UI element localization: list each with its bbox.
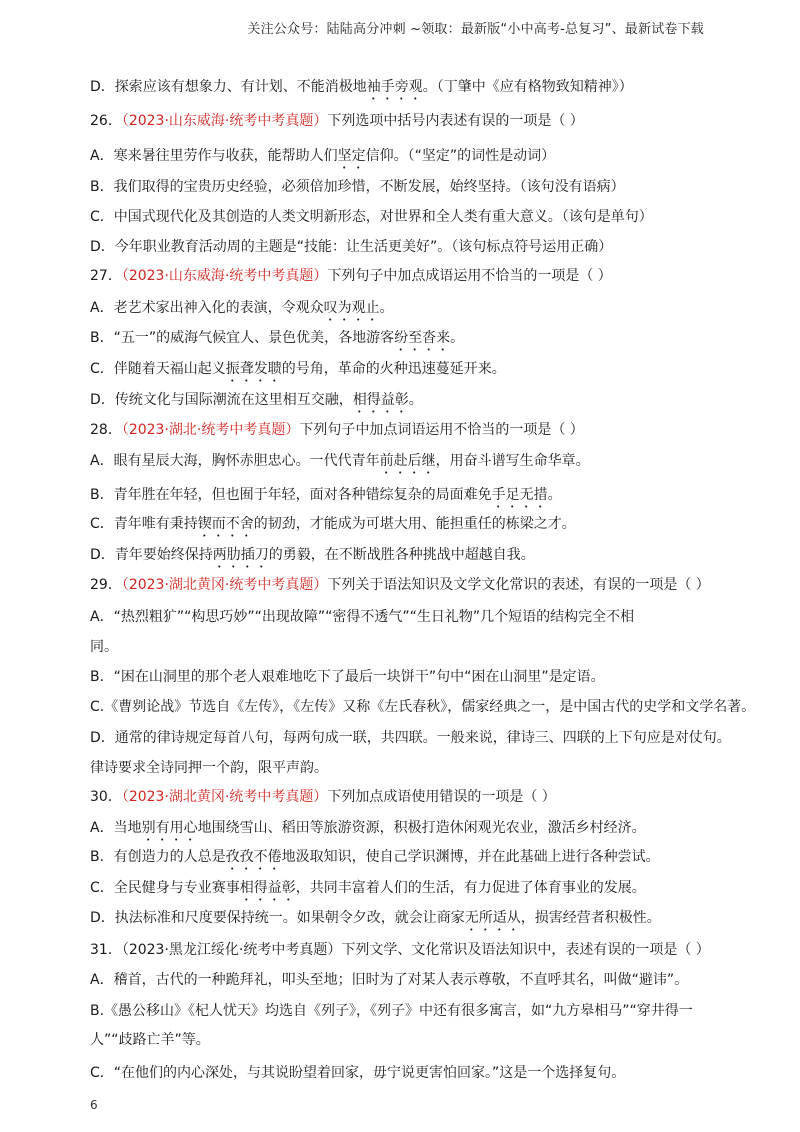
dotted-phrase: 无所适从: [464, 910, 521, 926]
line-text: 31．（2023·黑龙江绥化·统考中考真题）下列文学、文化常识及语法知识中，表述有误的一项是（ ）: [90, 942, 710, 958]
line-text: D．通常的律诗规定每首八句，每两句成一联，共四联。一般来说，律诗三、四联的上下句应是对仗句。: [90, 730, 731, 746]
text-line: [90, 728, 731, 748]
line-text: C．伴随着天福山起义: [90, 361, 226, 377]
dotted-phrase: 振聋发聩: [225, 361, 282, 377]
line-text: 地汲取知识，使自己学识渊博，并在此基础上进行各种尝试。: [281, 849, 660, 865]
line-text: 人”“歧路亡羊”等。: [90, 1032, 210, 1048]
dotted-phrase: 坚定: [337, 148, 366, 164]
line-text: 信仰。（“坚定”的词性是动词）: [365, 148, 556, 164]
dotted-phrase: 袖手旁观: [366, 79, 423, 95]
line-text: 的韧劲，才能成为可堪大用、能担重任的栋梁之才。: [253, 516, 576, 532]
text-line: [90, 514, 720, 540]
text-line: [90, 328, 720, 354]
line-text: A．“热烈粗犷”“构思巧妙”“出现故障”“密得不透气”“生日礼物”几个短语的结构完全不相: [90, 609, 635, 625]
line-text: 下列加点成语使用错误的一项是（ ）: [327, 789, 556, 805]
line-text: 下列句子中加点词语运用不恰当的一项是（ ）: [299, 422, 584, 438]
line-text: D．传统文化与国际潮流在这里相互交融，: [90, 392, 353, 408]
text-line: [90, 1001, 720, 1021]
dotted-phrase: 孜孜不倦: [225, 849, 282, 865]
dotted-phrase: 别有用心: [141, 820, 198, 836]
text-line: [90, 359, 720, 385]
text-line: [90, 451, 720, 477]
line-text: D．青年要始终保持: [90, 547, 213, 563]
line-text: 。: [379, 300, 394, 316]
question-source: （2023·山东威海·统考中考真题）: [121, 113, 328, 129]
line-text: 同。: [90, 639, 118, 655]
line-text: C．“在他们的内心深处，与其说盼望着回家，毋宁说更害怕回家。”这是一个选择复句。: [90, 1065, 626, 1081]
text-line: [90, 390, 720, 416]
line-text: D．今年职业教育活动周的主题是“技能：让生活更美好”。（该句标点符号运用正确）: [90, 239, 613, 255]
line-text: 的勇毅，在不断战胜各种挑战中超越自我。: [268, 547, 535, 563]
line-text: C．全民健身与专业赛事: [90, 880, 240, 896]
text-line: [90, 847, 720, 873]
question-source: （2023·湖北黄冈·统考中考真题）: [121, 789, 328, 805]
text-line: [90, 177, 720, 197]
line-text: A．寒来暑往里劳作与收获，能帮助人们: [90, 148, 338, 164]
line-text: 下列关于语法知识及文学文化常识的表述，有误的一项是（ ）: [327, 577, 710, 593]
page-header: 关注公众号：陆陆高分冲刺 ~领取：最新版“小中高考-总复习”、最新试卷下载: [247, 22, 704, 37]
line-text: B．有创造力的人总是: [90, 849, 226, 865]
line-text: 的号角，革命的火种迅速蔓延开来。: [281, 361, 506, 377]
dotted-phrase: 相得益彰: [352, 392, 409, 408]
line-text: A．稽首，古代的一种跪拜礼，叩头至地；旧时为了对某人表示尊敬，不直呼其名，叫做“避讳”。: [90, 972, 689, 988]
line-text: 。: [450, 330, 465, 346]
line-text: B．青年胜在年轻，但也囿于年轻，面对各种错综复杂的局面难免: [90, 487, 492, 503]
line-text: D．探索应该有想象力、有计划、不能消极地: [90, 79, 367, 95]
text-line: [90, 758, 720, 778]
question-source: （2023·湖北黄冈·统考中考真题）: [121, 577, 328, 593]
text-line: [90, 908, 720, 934]
text-line: [90, 1030, 720, 1050]
text-line: [90, 1063, 720, 1083]
text-line: [90, 237, 720, 257]
line-text: 30．: [90, 789, 122, 805]
page-number: 6: [90, 1098, 98, 1112]
dotted-phrase: 锲而不舍: [197, 516, 254, 532]
dotted-phrase: 叹为观止: [323, 300, 380, 316]
text-line: [90, 207, 720, 227]
text-line: [90, 970, 720, 990]
text-line: [90, 266, 720, 286]
dotted-phrase: 手足无措: [491, 487, 548, 503]
line-text: ，损害经营者积极性。: [520, 910, 661, 926]
line-text: 27．: [90, 268, 122, 284]
line-text: A．当地: [90, 820, 142, 836]
text-line: [90, 575, 720, 595]
text-line: [90, 637, 720, 657]
question-source: （2023·山东威海·统考中考真题）: [121, 268, 328, 284]
dotted-phrase: 前赴后继: [379, 453, 436, 469]
text-line: [90, 607, 720, 627]
line-text: 26．: [90, 113, 122, 129]
line-text: 。: [547, 487, 562, 503]
text-line: [90, 697, 756, 717]
line-text: C．青年唯有秉持: [90, 516, 198, 532]
line-text: B.《愚公移山》《杞人忧天》均选自《列子》，《列子》中还有很多寓言，如“九方皋相马”“穿井得一: [90, 1003, 693, 1019]
line-text: 。: [408, 392, 423, 408]
text-line: [90, 787, 720, 807]
line-text: 下列选项中括号内表述有误的一项是（ ）: [327, 113, 584, 129]
text-line: [90, 111, 720, 131]
line-text: B．我们取得的宝贵历史经验，必须倍加珍惜，不断发展，始终坚持。（该句没有语病）: [90, 179, 625, 195]
text-line: [90, 545, 720, 571]
dotted-phrase: 纷至沓来: [394, 330, 451, 346]
text-line: [90, 146, 720, 172]
line-text: A．眼有星辰大海，胸怀赤胆忠心。一代代青年: [90, 453, 380, 469]
line-text: ，用奋斗谱写生命华章。: [435, 453, 590, 469]
line-text: A．老艺术家出神入化的表演，令观众: [90, 300, 324, 316]
line-text: D．执法标准和尺度要保持统一。如果朝令夕改，就会让商家: [90, 910, 465, 926]
text-line: [90, 818, 720, 844]
dotted-phrase: 相得益彰: [239, 880, 296, 896]
line-text: B．“五一”的威海气候宜人、景色优美，各地游客: [90, 330, 395, 346]
question-source: （2023·湖北·统考中考真题）: [121, 422, 300, 438]
text-line: [90, 940, 720, 960]
text-line: [90, 878, 720, 904]
line-text: 地围绕雪山、稻田等旅游资源，积极打造休闲观光农业，激活乡村经济。: [197, 820, 646, 836]
line-text: 律诗要求全诗同押一个韵，限平声韵。: [90, 760, 328, 776]
line-text: 下列句子中加点成语运用不恰当的一项是（ ）: [327, 268, 612, 284]
text-line: [90, 485, 720, 511]
text-line: [90, 298, 720, 324]
line-text: 28．: [90, 422, 122, 438]
line-text: 。（丁肇中《应有格物致知精神》）: [422, 79, 633, 95]
text-line: [90, 420, 720, 440]
line-text: B．“困在山洞里的那个老人艰难地吃下了最后一块饼干”句中“困在山洞里”是定语。: [90, 669, 605, 685]
dotted-phrase: 两肋插刀: [212, 547, 269, 563]
text-line: [90, 667, 720, 687]
line-text: C.《曹刿论战》节选自《左传》，《左传》又称《左氏春秋》，儒家经典之一，是中国古代的史学和文学名著。: [90, 699, 756, 715]
line-text: C．中国式现代化及其创造的人类文明新形态，对世界和全人类有重大意义。（该句是单句）: [90, 209, 653, 225]
line-text: ，共同丰富着人们的生活，有力促进了体育事业的发展。: [295, 880, 646, 896]
line-text: 29．: [90, 577, 122, 593]
text-line: [90, 77, 720, 103]
